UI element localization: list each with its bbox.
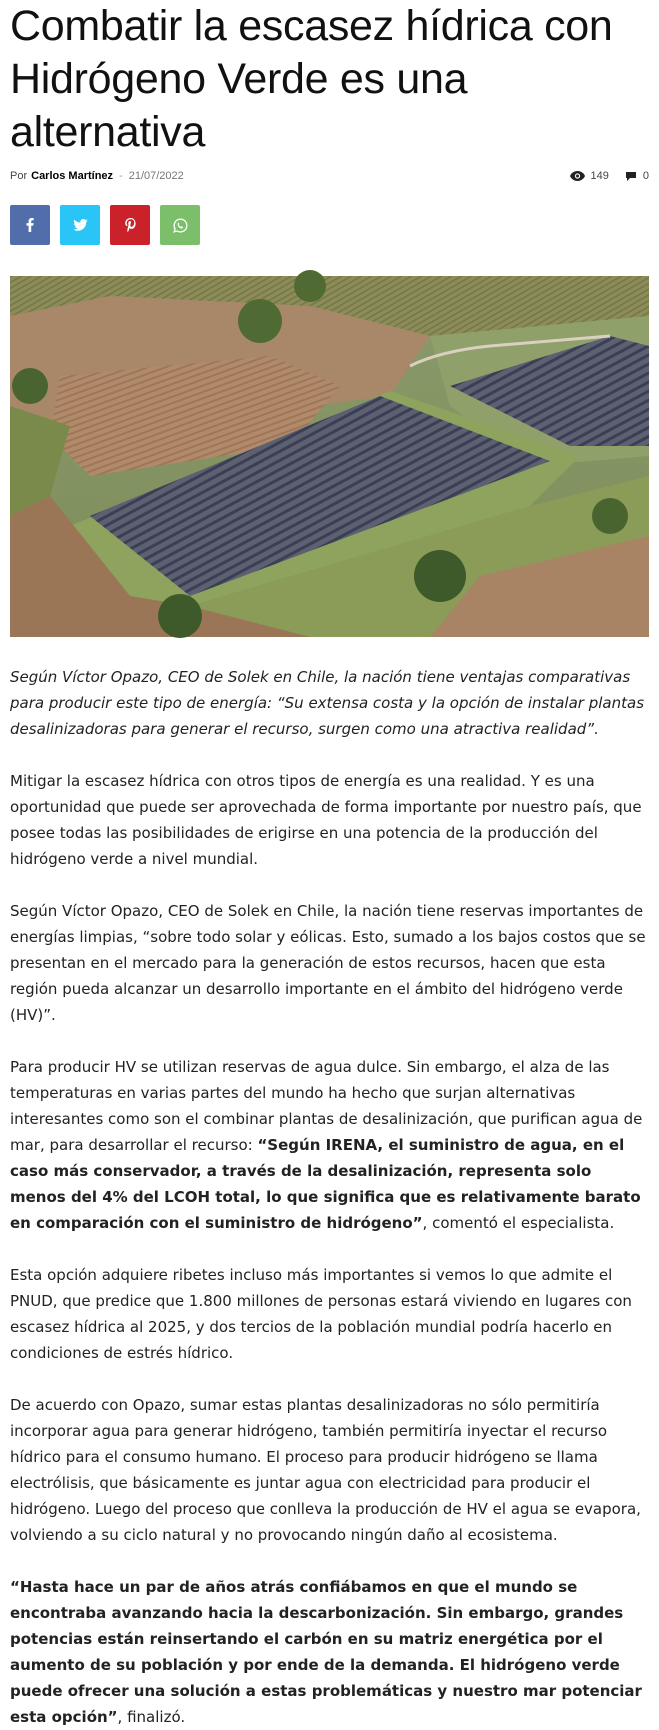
- eye-icon: [570, 171, 585, 181]
- publish-date: 21/07/2022: [128, 170, 184, 182]
- whatsapp-icon: [173, 218, 188, 233]
- share-twitter-button[interactable]: [60, 205, 100, 245]
- views-value: 149: [590, 170, 609, 182]
- paragraph-6: De acuerdo con Opazo, sumar estas plantas desalinizadoras no sólo permitiría incorporar agua para generar hidrógeno, también permitiría inyectar el recurso hídrico para el consumo humano. El proceso para producir hidrógeno se llama electrólisis, que básicamente es juntar agua con electricidad para producir el hidrógeno. Luego del proceso que conlleva la producción de HV el agua se evapora, volviendo a su ciclo natural y no provocando ningún daño al ecosistema.: [10, 1396, 641, 1544]
- comment-icon: [625, 171, 637, 182]
- paragraph-4-quote: “Según IRENA, el suministro de agua, en el caso más conservador, a través de la desalinización, representa solo menos del 4% del LCOH total, lo que significa que es relativamente barato en comparación con el suministro de hidrógeno”: [10, 1136, 641, 1232]
- by-label: Por: [10, 170, 28, 182]
- comments-value: 0: [642, 170, 649, 182]
- paragraph-4-text: Para producir HV se utilizan reservas de agua dulce. Sin embargo, el alza de las temperaturas en varias partes del mundo ha hecho que surjan alternativas interesantes como son el combinar plantas de desalinización, que purifican agua de mar, para desarrollar el recurso:: [10, 1058, 643, 1154]
- twitter-icon: [73, 219, 88, 231]
- paragraph-4: [10, 1054, 649, 1236]
- paragraph-3: Según Víctor Opazo, CEO de Solek en Chile, la nación tiene reservas importantes de energías limpias, “sobre todo solar y eólicas. Esto, sumado a los bajos costos que se presentan en el mercado para la generación de estos recursos, hacen que esta región pueda alcanzar un desarrollo importante en el ámbito del hidrógeno verde (HV)”.: [10, 902, 646, 1024]
- paragraph-7-end: , finalizó.: [117, 1708, 186, 1726]
- paragraph-5: Esta opción adquiere ribetes incluso más importantes si vemos lo que admite el PNUD, que predice que 1.800 millones de personas estará viviendo en lugares con escasez hídrica al 2025, y dos tercios de la población mundial podría hacerlo en condiciones de estrés hídrico.: [10, 1266, 632, 1362]
- author-link[interactable]: Carlos Martínez: [31, 170, 114, 182]
- paragraph-lead: Según Víctor Opazo, CEO de Solek en Chile, la nación tiene ventajas comparativas para producir este tipo de energía: “Su extensa costa y la opción de instalar plantas desalinizadoras para generar el recurso, surgen como una atractiva realidad”.: [10, 668, 645, 738]
- pinterest-icon: [125, 218, 136, 232]
- share-buttons: [10, 205, 649, 245]
- article-title: Combatir la escasez hídrica con Hidrógeno Verde es una alternativa: [10, 2, 613, 156]
- article-meta: [10, 167, 649, 185]
- article-stats: [570, 170, 649, 182]
- share-pinterest-button[interactable]: [110, 205, 150, 245]
- article-body: [10, 664, 649, 1730]
- share-facebook-button[interactable]: [10, 205, 50, 245]
- share-whatsapp-button[interactable]: [160, 205, 200, 245]
- comments-count[interactable]: [625, 170, 649, 182]
- hero-image-solar-farm: [10, 276, 649, 637]
- meta-separator: -: [119, 170, 123, 182]
- paragraph-2: Mitigar la escasez hídrica con otros tipos de energía es una realidad. Y es una oportunidad que puede ser aprovechada de forma importante por nuestro país, que posee todas las posibilidades de erigirse en una potencia de la producción del hidrógeno verde a nivel mundial.: [10, 772, 642, 868]
- paragraph-7: [10, 1574, 649, 1730]
- views-count: [570, 170, 609, 182]
- facebook-icon: [26, 218, 34, 232]
- byline: [10, 170, 184, 182]
- paragraph-4-end: , comentó el especialista.: [422, 1214, 615, 1232]
- paragraph-7-quote: “Hasta hace un par de años atrás confiábamos en que el mundo se encontraba avanzando hacia la descarbonización. Sin embargo, grandes potencias están reinsertando el carbón en su matriz energética por el aumento de su población y por ende de la demanda. El hidrógeno verde puede ofrecer una solución a estas problemáticas y nuestro mar potenciar esta opción”: [10, 1578, 642, 1726]
